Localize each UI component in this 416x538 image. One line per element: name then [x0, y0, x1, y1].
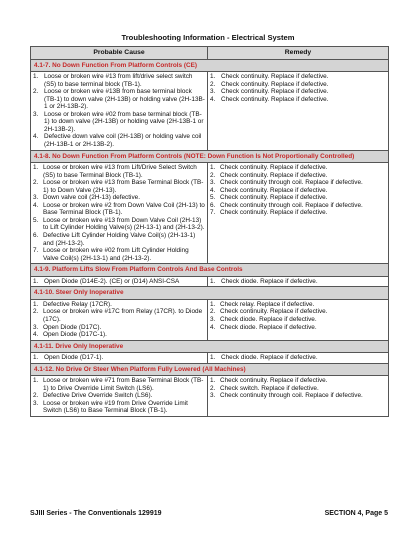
probable-cause-item: [33, 194, 205, 202]
section-heading-row: [31, 150, 389, 163]
probable-cause-cell: [31, 376, 208, 417]
item-number: 7.: [33, 247, 39, 255]
section-heading: 4.1-12. No Drive Or Steer When Platform Fully Lowered (All Machines): [31, 363, 389, 376]
remedy-item: [210, 301, 386, 309]
item-number: 3.: [33, 323, 39, 331]
item-number: 6.: [210, 201, 216, 209]
section-body-row: [31, 72, 389, 150]
probable-cause-text: Defective Drive Override Switch (LS6).: [43, 392, 153, 400]
section-heading: 4.1-9. Platform Lifts Slow From Platform Controls And Base Controls: [31, 264, 389, 277]
probable-cause-item: [33, 202, 205, 217]
remedy-item: [210, 385, 386, 393]
section-heading-row: [31, 340, 389, 353]
section-body-row: [31, 353, 389, 364]
probable-cause-text: Down valve coil (2H-13) defective.: [43, 194, 140, 202]
probable-cause-list: [33, 354, 205, 362]
item-number: 2.: [33, 392, 39, 400]
probable-cause-list: [33, 301, 205, 339]
probable-cause-text: Open Diode (D14E-2). (CE) or (D14) ANSI-CSA: [44, 277, 180, 285]
item-number: 4.: [210, 95, 216, 103]
remedy-text: Check continuity through coil. Replace if defective.: [220, 392, 363, 400]
remedy-item: [210, 209, 386, 217]
probable-cause-item: [33, 88, 205, 111]
probable-cause-cell: [31, 72, 208, 150]
section-heading-row: [31, 59, 389, 72]
remedy-text: Check diode. Replace if defective.: [221, 354, 318, 362]
item-number: 2.: [210, 384, 216, 392]
remedy-text: Check continuity. Replace if defective.: [221, 88, 329, 96]
column-header-probable-cause: Probable Cause: [31, 47, 208, 60]
probable-cause-list: [33, 278, 205, 286]
troubleshooting-table: [30, 46, 389, 417]
remedy-text: Check continuity through coil. Replace if defective.: [220, 179, 363, 187]
probable-cause-text: Loose or broken wire #13 from Down Valve Coil (2H-13) to Lift Cylinder Holding Valve(s) (2H-13-1) and (2H-13-2).: [43, 216, 205, 232]
item-number: 1.: [33, 377, 39, 385]
remedy-item: [210, 96, 386, 104]
probable-cause-item: [33, 400, 205, 415]
item-number: 1.: [210, 300, 216, 308]
remedy-text: Check continuity. Replace if defective.: [221, 80, 329, 88]
item-number: 1.: [33, 164, 39, 172]
remedy-item: [210, 377, 386, 385]
remedy-cell: [208, 163, 389, 264]
probable-cause-text: Loose or broken wire #13 from Lift/Drive Select Switch (S5) to base Terminal Block (TB-1).: [43, 164, 197, 179]
item-number: 2.: [210, 80, 216, 88]
section-heading-row: [31, 264, 389, 277]
remedy-text: Check continuity. Replace if defective.: [220, 186, 328, 194]
remedy-list: [210, 164, 386, 217]
remedy-item: [210, 164, 386, 172]
section-body-row: [31, 276, 389, 287]
remedy-item: [210, 88, 386, 96]
remedy-item: [210, 194, 386, 202]
probable-cause-item: [33, 324, 205, 332]
remedy-text: Check continuity. Replace if defective.: [220, 209, 328, 217]
remedy-text: Check continuity. Replace if defective.: [220, 194, 328, 202]
remedy-text: Check diode. Replace if defective.: [220, 315, 317, 323]
probable-cause-cell: [31, 353, 208, 364]
item-number: 2.: [33, 88, 39, 96]
probable-cause-item: [33, 133, 205, 148]
probable-cause-item: [33, 111, 205, 134]
remedy-item: [210, 179, 386, 187]
probable-cause-text: Loose or broken wire #19 from Drive Override Limit Switch (LS6) to Base Terminal Block (TB-1).: [43, 399, 188, 415]
probable-cause-text: Open Diode (D17-1).: [44, 354, 104, 362]
remedy-text: Check continuity through coil. Replace if defective.: [220, 201, 363, 209]
remedy-cell: [208, 299, 389, 340]
item-number: 3.: [210, 315, 216, 323]
remedy-text: Check switch. Replace if defective.: [220, 384, 319, 392]
probable-cause-list: [33, 164, 205, 262]
item-number: 1.: [210, 354, 216, 362]
remedy-list: [210, 354, 386, 362]
item-number: 7.: [210, 209, 216, 217]
item-number: 3.: [33, 194, 39, 202]
remedy-text: Check relay. Replace if defective.: [220, 300, 315, 308]
remedy-cell: [208, 353, 389, 364]
item-number: 4.: [33, 331, 39, 339]
item-number: 3.: [33, 110, 39, 118]
item-number: 2.: [210, 171, 216, 179]
section-body-row: [31, 376, 389, 417]
remedy-cell: [208, 376, 389, 417]
item-number: 4.: [210, 186, 216, 194]
document-title: Troubleshooting Information - Electrical System: [121, 33, 295, 42]
remedy-item: [210, 354, 386, 362]
remedy-item: [210, 187, 386, 195]
probable-cause-item: [33, 217, 205, 232]
item-number: 3.: [210, 88, 216, 96]
remedy-text: Check continuity. Replace if defective.: [221, 95, 329, 103]
item-number: 1.: [33, 300, 39, 308]
table-header-row: [31, 47, 389, 60]
remedy-item: [210, 172, 386, 180]
probable-cause-list: [33, 377, 205, 415]
item-number: 5.: [33, 216, 39, 224]
probable-cause-item: [33, 73, 205, 88]
probable-cause-item: [33, 301, 205, 309]
probable-cause-item: [33, 232, 205, 247]
probable-cause-list: [33, 73, 205, 148]
probable-cause-text: Defective Lift Cylinder Holding Valve Coil(s) (2H-13-1) and (2H-13-2).: [43, 232, 196, 247]
remedy-item: [210, 316, 386, 324]
remedy-text: Check diode. Replace if defective.: [220, 323, 317, 331]
item-number: 1.: [33, 73, 39, 81]
remedy-item: [210, 278, 386, 286]
probable-cause-item: [33, 278, 205, 286]
probable-cause-text: Loose or broken wire #13 from Base Terminal Block (TB-1) to Down Valve (2H-13).: [43, 179, 204, 194]
probable-cause-item: [33, 247, 205, 262]
probable-cause-item: [33, 377, 205, 392]
remedy-item: [210, 308, 386, 316]
item-number: 1.: [210, 277, 216, 285]
item-number: 2.: [33, 179, 39, 187]
remedy-text: Check continuity. Replace if defective.: [220, 308, 328, 316]
item-number: 3.: [210, 392, 216, 400]
section-heading-row: [31, 363, 389, 376]
section-heading: 4.1-8. No Down Function From Platform Controls (NOTE: Down Function Is Not Proportionally Controlled): [31, 150, 389, 163]
probable-cause-item: [33, 354, 205, 362]
item-number: 1.: [210, 377, 216, 385]
remedy-text: Check continuity. Replace if defective.: [221, 73, 329, 81]
item-number: 1.: [210, 164, 216, 172]
remedy-list: [210, 73, 386, 103]
section-heading: 4.1-7. No Down Function From Platform Controls (CE): [31, 59, 389, 72]
probable-cause-cell: [31, 276, 208, 287]
probable-cause-item: [33, 331, 205, 339]
remedy-text: Check continuity. Replace if defective.: [220, 164, 328, 172]
probable-cause-text: Loose or broken wire #2 from Down Valve Coil (2H-13) to Base Terminal Block (TB-1).: [43, 201, 205, 217]
section-heading-row: [31, 287, 389, 300]
remedy-text: Check continuity. Replace if defective.: [220, 171, 328, 179]
probable-cause-item: [33, 308, 205, 323]
item-number: 1.: [33, 277, 39, 285]
section-body-row: [31, 163, 389, 264]
probable-cause-text: Loose or broken wire #71 from Base Terminal Block (TB-1) to Drive Override Limit Switch (LS6).: [43, 377, 204, 392]
remedy-item: [210, 324, 386, 332]
remedy-list: [210, 301, 386, 331]
remedy-cell: [208, 276, 389, 287]
probable-cause-text: Loose or broken wire #02 from base terminal block (TB-1) to down valve (2H-13B) or holding valve (2H-13B-1 or 2H-13B-2).: [44, 110, 204, 133]
probable-cause-text: Loose or broken wire #02 from Lift Cylinder Holding Valve Coil(s) (2H-13-1) and (2H-13-2).: [43, 247, 189, 262]
footer-document-name: SJIII Series - The Conventionals 129919: [30, 510, 162, 517]
item-number: 1.: [33, 354, 39, 362]
probable-cause-text: Loose or broken wire #13 from lift/drive select switch (S5) to base terminal block (TB-1).: [44, 73, 193, 88]
item-number: 4.: [210, 323, 216, 331]
probable-cause-text: Loose or broken wire #17C from Relay (17CR). to Diode (17C).: [43, 308, 203, 323]
probable-cause-item: [33, 392, 205, 400]
remedy-list: [210, 377, 386, 400]
probable-cause-cell: [31, 299, 208, 340]
item-number: 2.: [33, 308, 39, 316]
probable-cause-text: Open Diode (D17C).: [43, 323, 102, 331]
probable-cause-text: Defective Relay (17CR).: [43, 300, 112, 308]
item-number: 2.: [210, 308, 216, 316]
item-number: 3.: [33, 399, 39, 407]
item-number: 5.: [210, 194, 216, 202]
probable-cause-item: [33, 179, 205, 194]
remedy-item: [210, 392, 386, 400]
remedy-text: Check continuity. Replace if defective.: [220, 377, 328, 385]
item-number: 1.: [210, 73, 216, 81]
remedy-text: Check diode. Replace if defective.: [221, 277, 318, 285]
section-body-row: [31, 299, 389, 340]
remedy-item: [210, 202, 386, 210]
item-number: 4.: [33, 133, 39, 141]
remedy-cell: [208, 72, 389, 150]
column-header-remedy: Remedy: [208, 47, 389, 60]
remedy-list: [210, 278, 386, 286]
probable-cause-text: Loose or broken wire #13B from base terminal block (TB-1) to down valve (2H-13B) or holding valve (2H-13B-1 or 2H-13B-2).: [44, 88, 205, 111]
footer-page-number: SECTION 4, Page 5: [324, 510, 388, 517]
section-heading: 4.1-10. Steer Only Inoperative: [31, 287, 389, 300]
probable-cause-text: Defective down valve coil (2H-13B) or holding valve coil (2H-13B-1 or 2H-13B-2).: [44, 133, 202, 149]
item-number: 4.: [33, 201, 39, 209]
probable-cause-text: Open Diode (D17C-1).: [43, 331, 107, 339]
item-number: 6.: [33, 232, 39, 240]
probable-cause-cell: [31, 163, 208, 264]
probable-cause-item: [33, 164, 205, 179]
item-number: 3.: [210, 179, 216, 187]
remedy-item: [210, 81, 386, 89]
remedy-item: [210, 73, 386, 81]
section-heading: 4.1-11. Drive Only Inoperative: [31, 340, 389, 353]
